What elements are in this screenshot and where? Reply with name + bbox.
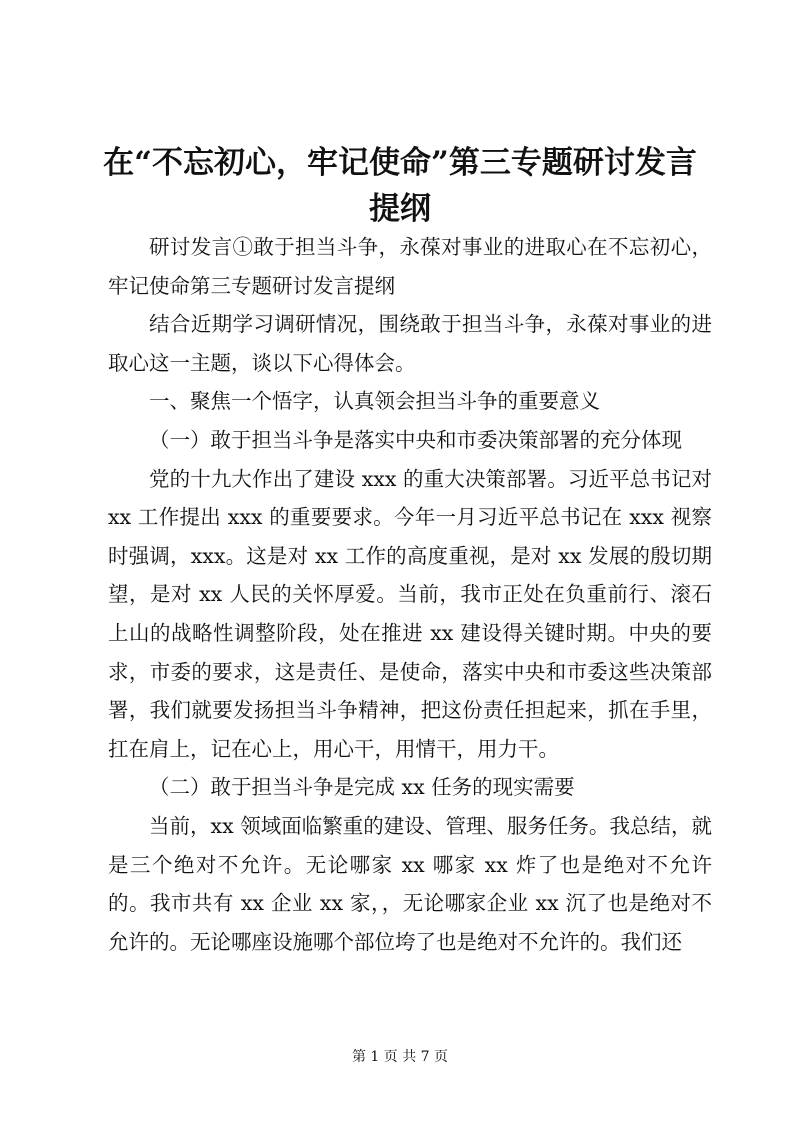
paragraph-intro-heading: 研讨发言①敢于担当斗争，永葆对事业的进取心在不忘初心，牢记使命第三专题研讨发言提纲 (108, 235, 712, 298)
document-title: 在“不忘初心，牢记使命”第三专题研讨发言提纲 (103, 145, 697, 227)
document-body (108, 228, 712, 961)
paragraph-1: 党的十九大作出了建设 xxx 的重大决策部署。习近平总书记对 xx 工作提出 xxx 的重要要求。今年一月习近平总书记在 xxx 视察时强调，xxx。这是对 xx 工作的高度重视，是对 xx 发展的殷切期望，是对 xx 人民的关怀厚爱。当前，我市正处在负重前行、滚石上山的战略性调整阶段，处在推进 xx 建设得关键时期。中央的要求，市委的要求，这是责任、是使命，落实中央和市委这些决策部署，我们就要发扬担当斗争精神，把这份责任担起来，抓在手里，扛在肩上，记在心上，用心干，用情干，用力干。 (108, 466, 712, 761)
paragraph-intro: 结合近期学习调研情况，围绕敢于担当斗争，永葆对事业的进取心这一主题，谈以下心得体会。 (108, 312, 712, 375)
section-heading-1: 一、聚焦一个悟字，认真领会担当斗争的重要意义 (149, 389, 600, 414)
page-footer: 第 1 页 共 7 页 (351, 1049, 449, 1065)
subsection-heading-2: （二）敢于担当斗争是完成 xx 任务的现实需要 (149, 775, 575, 800)
paragraph-2: 当前，xx 领域面临繁重的建设、管理、服务任务。我总结，就是三个绝对不允许。无论哪家 xx 哪家 xx 炸了也是绝对不允许的。我市共有 xx 企业 xx 家，，无论哪家企业 xx 沉了也是绝对不允许的。无论哪座设施哪个部位垮了也是绝对不允许的。我们还 (108, 813, 712, 954)
subsection-heading-1: （一）敢于担当斗争是落实中央和市委决策部署的充分体现 (149, 427, 682, 452)
